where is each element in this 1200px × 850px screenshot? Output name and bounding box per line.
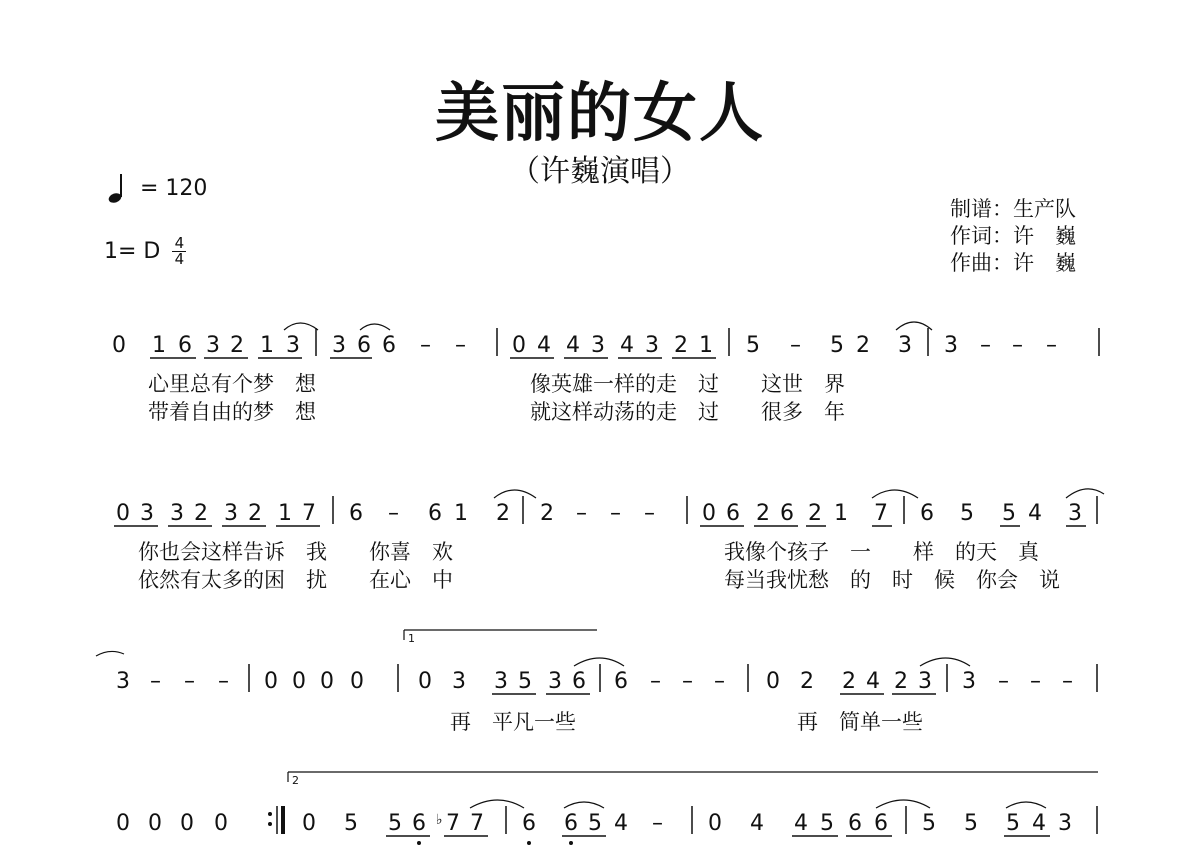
svg-text:0: 0	[708, 811, 722, 836]
svg-text:4: 4	[614, 811, 628, 836]
svg-text:3: 3	[962, 669, 976, 694]
svg-text:7: 7	[874, 501, 888, 526]
credit-value: 许 巍	[1013, 224, 1076, 248]
svg-text:3: 3	[224, 501, 238, 526]
lyric-line: 就这样动荡的走 过 很多 年	[530, 400, 845, 424]
volta-1-label: 1	[408, 632, 415, 645]
svg-text:3: 3	[645, 333, 659, 358]
svg-text:0: 0	[116, 811, 130, 836]
time-signature	[172, 236, 186, 267]
svg-text:0: 0	[350, 669, 364, 694]
svg-text:1: 1	[278, 501, 292, 526]
svg-text:2: 2	[800, 669, 814, 694]
svg-text:0: 0	[512, 333, 526, 358]
svg-text:4: 4	[620, 333, 634, 358]
svg-text:5: 5	[588, 811, 602, 836]
svg-text:5: 5	[964, 811, 978, 836]
svg-text:0: 0	[418, 669, 432, 694]
svg-text:4: 4	[794, 811, 808, 836]
notation-staff-2	[0, 480, 1200, 530]
svg-text:6: 6	[564, 811, 578, 836]
svg-text:7: 7	[302, 501, 316, 526]
svg-text:–: –	[652, 811, 663, 836]
svg-text:–: –	[980, 333, 991, 358]
svg-text:6: 6	[874, 811, 888, 836]
svg-text:–: –	[1012, 333, 1023, 358]
svg-text:6: 6	[780, 501, 794, 526]
svg-text:6: 6	[572, 669, 586, 694]
svg-text:–: –	[388, 501, 399, 526]
score-row-1	[0, 310, 1200, 430]
notation-staff-4	[0, 768, 1200, 850]
svg-text:2: 2	[540, 501, 554, 526]
lyric-line: 每当我忧愁 的 时 候 你会 说	[724, 568, 1060, 592]
svg-text:3: 3	[591, 333, 605, 358]
svg-text:2: 2	[496, 501, 510, 526]
svg-text:3: 3	[332, 333, 346, 358]
svg-text:0: 0	[214, 811, 228, 836]
svg-text:–: –	[218, 669, 229, 694]
svg-text:–: –	[650, 669, 661, 694]
svg-text:6: 6	[614, 669, 628, 694]
svg-text:0: 0	[148, 811, 162, 836]
svg-text:6: 6	[726, 501, 740, 526]
svg-text:4: 4	[1032, 811, 1046, 836]
svg-text:0: 0	[766, 669, 780, 694]
svg-text:1: 1	[699, 333, 713, 358]
svg-text:3: 3	[1068, 501, 1082, 526]
credit-label: 制谱：	[950, 197, 1013, 221]
svg-text:2: 2	[842, 669, 856, 694]
svg-text:1: 1	[152, 333, 166, 358]
svg-text:5: 5	[830, 333, 844, 358]
svg-text:5: 5	[388, 811, 402, 836]
svg-text:3: 3	[286, 333, 300, 358]
score-row-3	[0, 626, 1200, 736]
svg-text:3: 3	[944, 333, 958, 358]
svg-text:5: 5	[1006, 811, 1020, 836]
svg-text:3: 3	[1058, 811, 1072, 836]
svg-text:–: –	[1030, 669, 1041, 694]
performer-subtitle: （许巍演唱）	[510, 154, 690, 189]
lyric-line: 再 平凡一些	[450, 710, 576, 734]
svg-text:6: 6	[412, 811, 426, 836]
time-sig-bottom: 4	[174, 250, 185, 268]
lyric-line: 带着自由的梦 想	[148, 400, 316, 424]
time-sig-top: 4	[174, 234, 185, 252]
svg-text:–: –	[150, 669, 161, 694]
lyric-line: 我像个孩子 一 样 的天 真	[724, 540, 1039, 564]
svg-text:6: 6	[920, 501, 934, 526]
svg-text:2: 2	[248, 501, 262, 526]
svg-text:3: 3	[452, 669, 466, 694]
lyric-line: 依然有太多的困 扰 在心 中	[138, 568, 453, 592]
svg-text:0: 0	[320, 669, 334, 694]
svg-text:5: 5	[960, 501, 974, 526]
svg-text:6: 6	[382, 333, 396, 358]
svg-text:–: –	[682, 669, 693, 694]
credits-block	[950, 196, 1076, 277]
score-row-2	[0, 480, 1200, 600]
svg-text:–: –	[576, 501, 587, 526]
svg-text:6: 6	[428, 501, 442, 526]
svg-text:–: –	[420, 333, 431, 358]
credit-label: 作词：	[950, 224, 1013, 248]
svg-text:–: –	[644, 501, 655, 526]
svg-text:3: 3	[898, 333, 912, 358]
svg-text:–: –	[1046, 333, 1057, 358]
svg-text:–: –	[610, 501, 621, 526]
svg-text:2: 2	[674, 333, 688, 358]
notation-staff-3	[0, 626, 1200, 696]
svg-text:♭: ♭	[436, 812, 443, 828]
svg-text:3: 3	[140, 501, 154, 526]
svg-text:2: 2	[808, 501, 822, 526]
svg-text:0: 0	[292, 669, 306, 694]
svg-text:3: 3	[918, 669, 932, 694]
svg-text:4: 4	[1028, 501, 1042, 526]
credit-row	[950, 196, 1076, 223]
svg-text:–: –	[455, 333, 466, 358]
svg-text:–: –	[998, 669, 1009, 694]
credit-row	[950, 223, 1076, 250]
credit-value: 生产队	[1013, 197, 1076, 221]
svg-text:–: –	[184, 669, 195, 694]
svg-text:7: 7	[446, 811, 460, 836]
svg-text:6: 6	[848, 811, 862, 836]
svg-text:4: 4	[750, 811, 764, 836]
svg-text:3: 3	[170, 501, 184, 526]
quarter-note-icon	[108, 172, 126, 204]
svg-text:3: 3	[494, 669, 508, 694]
score-row-4	[0, 768, 1200, 850]
svg-text:4: 4	[537, 333, 551, 358]
svg-text:4: 4	[566, 333, 580, 358]
credit-row	[950, 250, 1076, 277]
svg-text:2: 2	[230, 333, 244, 358]
svg-text:2: 2	[894, 669, 908, 694]
svg-text:1: 1	[454, 501, 468, 526]
lyric-line: 像英雄一样的走 过 这世 界	[530, 372, 845, 396]
svg-text:0: 0	[112, 333, 126, 358]
svg-text:5: 5	[922, 811, 936, 836]
svg-text:5: 5	[518, 669, 532, 694]
credit-label: 作曲：	[950, 251, 1013, 275]
svg-text:6: 6	[357, 333, 371, 358]
svg-text:3: 3	[116, 669, 130, 694]
svg-text:3: 3	[548, 669, 562, 694]
svg-text:0: 0	[116, 501, 130, 526]
lyric-line: 你也会这样告诉 我 你喜 欢	[138, 540, 453, 564]
svg-text:5: 5	[344, 811, 358, 836]
svg-text:1: 1	[260, 333, 274, 358]
tempo-value: = 120	[140, 175, 208, 201]
lyric-line: 再 简单一些	[797, 710, 923, 734]
svg-text:5: 5	[820, 811, 834, 836]
svg-text:0: 0	[702, 501, 716, 526]
svg-text:2: 2	[856, 333, 870, 358]
svg-text:0: 0	[264, 669, 278, 694]
svg-text:1: 1	[834, 501, 848, 526]
svg-text:6: 6	[178, 333, 192, 358]
svg-text:5: 5	[1002, 501, 1016, 526]
lyric-line: 心里总有个梦 想	[148, 372, 316, 396]
svg-text:0: 0	[302, 811, 316, 836]
song-title: 美丽的女人	[435, 77, 765, 151]
volta-2-label: 2	[292, 774, 299, 787]
svg-text:6: 6	[349, 501, 363, 526]
svg-text:–: –	[714, 669, 725, 694]
credit-value: 许 巍	[1013, 251, 1076, 275]
svg-text:–: –	[790, 333, 801, 358]
svg-text:6: 6	[522, 811, 536, 836]
key-label: 1= D	[104, 239, 161, 264]
svg-text:0: 0	[180, 811, 194, 836]
tempo-marking	[108, 172, 207, 204]
svg-text:4: 4	[866, 669, 880, 694]
svg-text:2: 2	[756, 501, 770, 526]
key-signature	[104, 236, 186, 267]
svg-text:2: 2	[194, 501, 208, 526]
svg-text:7: 7	[470, 811, 484, 836]
notation-staff-1	[0, 310, 1200, 360]
svg-text:–: –	[1062, 669, 1073, 694]
svg-text:3: 3	[206, 333, 220, 358]
svg-text:5: 5	[746, 333, 760, 358]
